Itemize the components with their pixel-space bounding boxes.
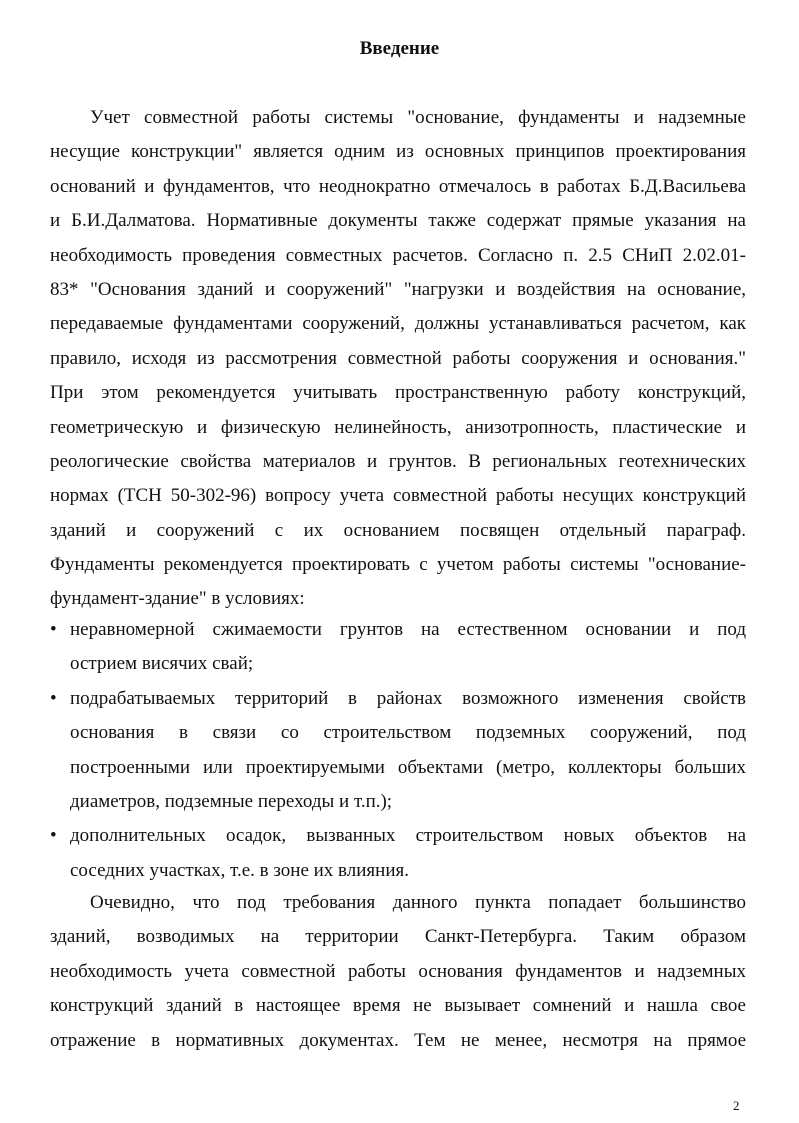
text-line: основания в связи со строительством подземных сооружений, под <box>70 722 746 744</box>
text-line: передаваемые фундаментами сооружений, должны устанавливаться расчетом, как <box>50 313 746 335</box>
bullet-marker: • <box>50 619 57 640</box>
bullet-marker: • <box>50 687 57 709</box>
text-line: необходимость учета совместной работы основания фундаментов и надземных <box>50 960 746 982</box>
text-line: несущие конструкции" является одним из основных принципов проектирования <box>50 141 746 163</box>
text-line: необходимость проведения совместных расчетов. Согласно п. 2.5 СНиП 2.02.01- <box>50 244 746 266</box>
text-line: реологические свойства материалов и грунтов. В региональных геотехнических <box>50 450 746 472</box>
text-line: геометрическую и физическую нелинейность, анизотропность, пластические и <box>50 416 746 438</box>
paragraph-conclusion <box>50 886 746 1058</box>
text-line: и Б.И.Далматова. Нормативные документы также содержат прямые указания на <box>50 210 746 232</box>
text-line: конструкций зданий в настоящее время не вызывает сомнений и нашла свое <box>50 995 746 1017</box>
text-line: нормах (ТСН 50-302-96) вопросу учета совместной работы несущих конструкций <box>50 485 746 507</box>
list-item <box>50 682 746 820</box>
text-line: построенными или проектируемыми объектами (метро, коллекторы больших <box>70 756 746 778</box>
page-title: Введение <box>359 38 440 59</box>
text-line: фундамент-здание" в условиях: <box>50 588 305 610</box>
text-line: отражение в нормативных документах. Тем не менее, несмотря на прямое <box>50 1029 746 1051</box>
bullet-list <box>50 613 746 888</box>
text-line: оснований и фундаментов, что неоднократно отмечалось в работах Б.Д.Васильева <box>50 175 746 197</box>
bullet-marker: • <box>50 825 57 847</box>
list-item <box>50 819 746 888</box>
text-line: неравномерной сжимаемости грунтов на естественном основании и под <box>70 619 746 640</box>
text-line: острием висячих свай; <box>70 653 254 675</box>
text-line: подрабатываемых территорий в районах возможного изменения свойств <box>70 687 746 709</box>
text-line: Учет совместной работы системы "основание, фундаменты и надземные <box>90 107 746 128</box>
text-line: дополнительных осадок, вызванных строительством новых объектов на <box>70 825 746 847</box>
list-item <box>50 613 746 682</box>
text-line: 83* "Основания зданий и сооружений" "нагрузки и воздействия на основание, <box>50 278 746 300</box>
text-line: зданий и сооружений с их основанием посвящен отдельный параграф. <box>50 519 746 541</box>
text-line: диаметров, подземные переходы и т.п.); <box>70 790 393 812</box>
text-line: При этом рекомендуется учитывать пространственную работу конструкций, <box>50 382 746 404</box>
text-line: Очевидно, что под требования данного пункта попадает большинство <box>90 892 746 913</box>
page-number: 2 <box>733 1098 740 1113</box>
text-line: Фундаменты рекомендуется проектировать с учетом работы системы "основание- <box>50 554 746 576</box>
paragraph-intro <box>50 101 746 617</box>
text-line: правило, исходя из рассмотрения совместной работы сооружения и основания." <box>50 347 746 369</box>
text-line: соседних участках, т.е. в зоне их влияния. <box>70 859 409 881</box>
text-line: зданий, возводимых на территории Санкт-Петербурга. Таким образом <box>50 926 746 948</box>
